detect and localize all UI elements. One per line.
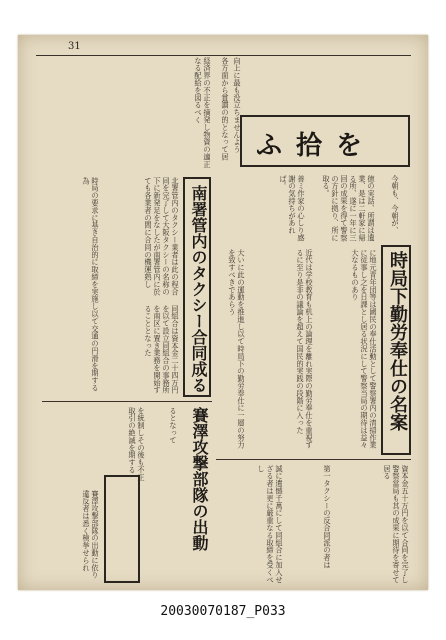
saitaku-box	[104, 475, 140, 583]
text-nansho-body2: 同組合は資本金二十四万円を以て設立同組合の事務所を南区に置き業務を開始することとなった	[144, 305, 180, 394]
headline-box-nansho	[183, 177, 211, 397]
text-bottom-left: 時局の要求に基き自治的に取締を実施し以て交通の円滑を期する為	[82, 177, 100, 392]
left-divider	[42, 401, 212, 402]
text-top-mid-b: 向上に最も没立ちませんよう	[233, 57, 242, 154]
text-top-mid-a: 善ミ作家の心しり感謝の気持ちがあれば。	[279, 175, 306, 242]
text-mid-left: 大いに此の運動を推進し以て時局下の勤労奉仕に一層の努力を致すべきであらう	[228, 249, 246, 449]
text-top-right-b: 徳の実話、所謂は遺業、是は二軒家に帰る所、遂に一年に三回の成果を得て警察の方針に拠り、所に取る。	[322, 175, 376, 242]
text-nansho-body: 北署管内のタクシー業者は此の程合同を完了して大阪タクシーの名称の下に新発足をなしたが南署管内に於ても各業者の間に合同の機運熟し	[144, 177, 180, 296]
text-bottom-left-lower: 賽澤攻撃部隊の出動に依り違反者は悉く検挙せられ	[82, 490, 100, 579]
headline-saitaku: 賽澤攻撃部隊の出動	[190, 407, 209, 551]
image-caption: 20030070187_P033	[160, 604, 286, 619]
text-top-left: 経済界の不正を摘発し物資の適正なる配給を図るべく	[194, 57, 212, 168]
text-mid-center: 近代は学校教育も机上の論理を離れ実際の勤労奉仕を重視するに至り是非の議論を超えて国民的実践の段階に入った	[296, 249, 314, 449]
newspaper-page	[18, 35, 428, 590]
text-bottom-mid2: を統制しその後も不正取引の絶滅を期する	[128, 407, 146, 481]
text-mid-right: に地元青年団等は國民の奉仕活動として警察署内の清掃作業に従事し之を日課とし居る状況にして警察当局の期待は益々大なるものあり	[351, 249, 378, 449]
headline-jikyoku: 時局下勤労奉仕の名案	[387, 251, 408, 431]
headline-nansho: 南署管内のタクシー合同成る	[189, 185, 208, 393]
top-divider	[36, 55, 411, 56]
text-top-mid-c: 各方面から賞讃の的となって居	[221, 57, 230, 161]
page-number: 31	[68, 41, 81, 52]
text-bottom-center: 第一タクシーの反合同派の者は	[323, 465, 332, 569]
right-divider	[216, 459, 411, 460]
headline-box-jikyoku	[381, 245, 411, 455]
headline-wo-hirou: を拾ふ	[256, 131, 377, 161]
text-top-right-a: 今朝も、今朝が、	[391, 175, 400, 235]
headline-box-wo-hirou	[240, 115, 410, 167]
text-bottom-mid: るとなって	[169, 407, 178, 444]
text-bottom-center2: 誠に遺憾千萬にして同組合に加入せざる者は更に厳重なる取締を受くべし	[257, 465, 284, 584]
text-bottom-right: 資本金五十万円を以て合同を完了し警察當局も其の成果に期待を寄せて居る	[383, 465, 410, 584]
